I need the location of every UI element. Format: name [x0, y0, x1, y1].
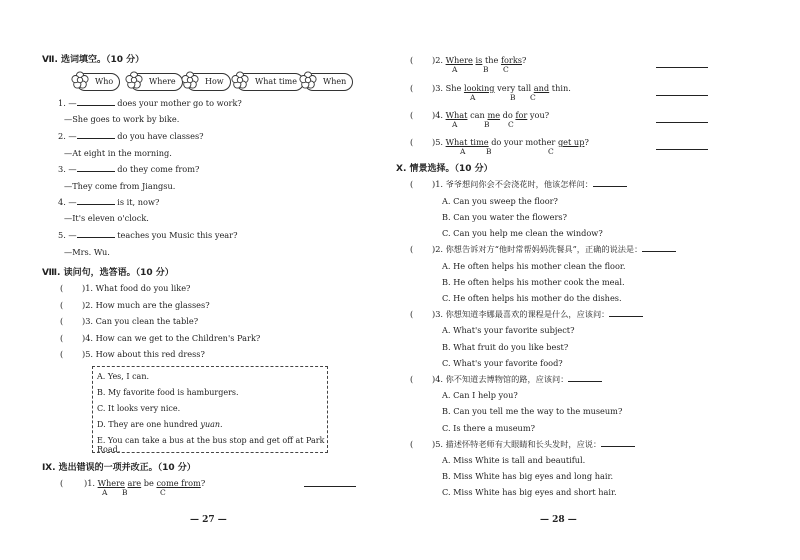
q7-4	[58, 197, 159, 207]
q-num: 5. —	[58, 230, 77, 240]
correction-line[interactable]	[656, 122, 708, 123]
q-text: do your mother	[488, 137, 558, 147]
q-text: )5. How about this red dress?	[82, 349, 205, 359]
q-text: )1.	[84, 478, 98, 488]
answer-blank[interactable]	[593, 179, 627, 187]
label-c: C	[508, 120, 514, 129]
q8-1	[60, 283, 190, 293]
q10-1	[410, 179, 627, 190]
answer-paren[interactable]: (	[410, 439, 414, 449]
flower-icon	[125, 71, 143, 89]
answer-paren[interactable]: (	[410, 374, 414, 384]
label-c: C	[160, 488, 166, 497]
word-box	[304, 73, 353, 91]
q-text: )4. 你不知道去博物馆的路，应该问：	[432, 374, 569, 384]
q-underlined: are	[127, 478, 142, 488]
q9-5	[410, 137, 589, 147]
correction-line[interactable]	[656, 95, 708, 96]
q-underlined: get up	[557, 137, 585, 147]
label-c: C	[548, 147, 554, 156]
q-text: )5.	[432, 137, 446, 147]
label-c: C	[503, 65, 509, 74]
q-text: )3. She	[432, 83, 464, 93]
q-text: teaches you Music this year?	[117, 230, 238, 240]
answer-paren[interactable]: (	[410, 137, 414, 147]
answer-blank[interactable]	[77, 164, 115, 172]
q10-2	[410, 244, 676, 255]
option-b: B. Can you water the flowers?	[442, 212, 567, 222]
q-underlined: me	[487, 110, 501, 120]
word: Who	[95, 77, 114, 86]
option-d	[97, 420, 223, 429]
answer-blank[interactable]	[77, 197, 115, 205]
answer-paren[interactable]: (	[410, 83, 414, 93]
answer-paren[interactable]: (	[410, 110, 414, 120]
option-c: C. It looks very nice.	[97, 404, 181, 413]
word-box	[236, 73, 304, 91]
q7-1	[58, 98, 242, 108]
section-8-title: Ⅷ. 读问句，选答语。（10 分）	[42, 268, 174, 278]
word-box	[76, 73, 120, 91]
q8-3	[60, 316, 198, 326]
answer-paren[interactable]: (	[410, 179, 414, 189]
q-text: can	[467, 110, 488, 120]
q-text: )5. 描述怀特老师有大眼睛和长头发时，应说：	[432, 439, 602, 449]
answer-paren[interactable]: (	[60, 478, 64, 488]
option-text: D. They are one hundred	[97, 420, 201, 429]
flower-icon	[231, 71, 249, 89]
answer-paren[interactable]: (	[60, 333, 64, 343]
q-text: be	[141, 478, 157, 488]
option-c: C. Miss White has big eyes and short hair.	[442, 487, 617, 497]
answer-blank[interactable]	[77, 98, 115, 106]
q-underlined: forks	[500, 55, 523, 65]
q-num: 2. —	[58, 131, 77, 141]
correction-line[interactable]	[656, 149, 708, 150]
q-text: )2. 你想告诉对方“他时常帮妈妈洗餐具”，正确的说法是：	[432, 244, 643, 254]
label-b: B	[122, 488, 128, 497]
q8-5	[60, 349, 205, 359]
q7-3	[58, 164, 199, 174]
word-box	[186, 73, 231, 91]
word: What time	[255, 77, 297, 86]
q-underlined: Where	[97, 478, 125, 488]
q-text: very tall	[494, 83, 534, 93]
q-text: ?	[584, 137, 589, 147]
answer-paren[interactable]: (	[60, 316, 64, 326]
q-underlined: come from	[156, 478, 201, 488]
flower-icon	[71, 71, 89, 89]
answer-paren[interactable]: (	[60, 300, 64, 310]
q-text: do you have classes?	[117, 131, 204, 141]
q-underlined: and	[533, 83, 550, 93]
q-text: )3. 你想知道李娜最喜欢的课程是什么，应该问：	[432, 309, 610, 319]
q9-1	[60, 478, 205, 488]
q-underlined: What	[445, 110, 468, 120]
label-a: A	[470, 93, 476, 102]
section-9-title: Ⅸ. 选出错误的一项并改正。（10 分）	[42, 463, 196, 473]
option-b: B. Can you tell me the way to the museum?	[442, 406, 623, 416]
option-e: E. You can take a bus at the bus stop and get off at Park Road.	[97, 436, 325, 454]
options-box	[92, 366, 328, 453]
q7-2	[58, 131, 204, 141]
q7-1-answer: —She goes to work by bike.	[64, 114, 180, 124]
label-a: A	[460, 147, 466, 156]
option-c: C. What's your favorite food?	[442, 358, 563, 368]
answer-paren[interactable]: (	[60, 349, 64, 359]
q-text: is it, now?	[117, 197, 160, 207]
option-c: C. He often helps his mother do the dishes.	[442, 293, 622, 303]
q8-4	[60, 333, 260, 343]
q-num: 3. —	[58, 164, 77, 174]
option-b: B. He often helps his mother cook the meal.	[442, 277, 625, 287]
q9-2	[410, 55, 526, 65]
q7-3-answer: —They come from Jiangsu.	[64, 181, 176, 191]
option-b: B. My favorite food is hamburgers.	[97, 388, 239, 397]
answer-paren[interactable]: (	[410, 309, 414, 319]
option-end: .	[220, 420, 223, 429]
q-underlined: Where	[445, 55, 473, 65]
option-a: A. Can you sweep the floor?	[442, 196, 558, 206]
q-text: ?	[522, 55, 527, 65]
q-text: )4.	[432, 110, 446, 120]
label-b: B	[510, 93, 516, 102]
word: How	[205, 77, 224, 86]
q-underlined: What time	[445, 137, 489, 147]
option-a: A. Can I help you?	[442, 390, 518, 400]
q-num: 1. —	[58, 98, 77, 108]
answer-blank[interactable]	[568, 374, 602, 382]
flower-icon	[181, 71, 199, 89]
q-underlined: for	[515, 110, 528, 120]
answer-paren[interactable]: (	[410, 55, 414, 65]
word-box	[130, 73, 183, 91]
flower-icon	[299, 71, 317, 89]
q7-5	[58, 230, 237, 240]
option-c: C. Is there a museum?	[442, 423, 535, 433]
q-text: do they come from?	[117, 164, 200, 174]
label-b: B	[483, 65, 489, 74]
q-text: )1. 爷爷想问你会不会浇花时，他该怎样问：	[432, 179, 593, 189]
answer-blank[interactable]	[609, 309, 643, 317]
q-text: )2.	[432, 55, 446, 65]
label-a: A	[452, 65, 458, 74]
answer-paren[interactable]: (	[60, 283, 64, 293]
q-text: thin.	[549, 83, 571, 93]
page-number: — 28 —	[540, 515, 577, 525]
option-b: B. What fruit do you like best?	[442, 342, 569, 352]
section-10-title: Ⅹ. 情景选择。（10 分）	[396, 164, 493, 174]
q9-3	[410, 83, 571, 93]
q10-5	[410, 439, 635, 450]
q10-3	[410, 309, 643, 320]
q-text: ?	[200, 478, 206, 488]
page-number: — 27 —	[190, 515, 227, 525]
q7-5-answer: —Mrs. Wu.	[64, 247, 110, 257]
answer-blank[interactable]	[642, 244, 676, 252]
label-a: A	[102, 488, 108, 497]
q-text: )2. How much are the glasses?	[82, 300, 210, 310]
q-text: )4. How can we get to the Children's Park?	[82, 333, 261, 343]
word: When	[323, 77, 347, 86]
answer-blank[interactable]	[77, 230, 115, 238]
option-italic: yuan	[200, 420, 221, 429]
q7-2-answer: —At eight in the morning.	[64, 148, 172, 158]
q10-4	[410, 374, 602, 385]
option-a: A. What's your favorite subject?	[442, 325, 575, 335]
option-a: A. Yes, I can.	[97, 372, 150, 381]
q-underlined: is	[475, 55, 483, 65]
answer-blank[interactable]	[601, 439, 635, 447]
option-b: B. Miss White has big eyes and long hair.	[442, 471, 614, 481]
q-text: )1. What food do you like?	[82, 283, 191, 293]
option-a: A. He often helps his mother clean the floor.	[442, 261, 626, 271]
q-text: do	[500, 110, 516, 120]
q-text: does your mother go to work?	[117, 98, 242, 108]
word-bank	[68, 69, 358, 95]
q-underlined: looking	[463, 83, 495, 93]
correction-line[interactable]	[304, 486, 356, 487]
q-text: )3. Can you clean the table?	[82, 316, 199, 326]
word: Where	[149, 77, 176, 86]
q7-4-answer: —It's eleven o'clock.	[64, 213, 149, 223]
label-b: B	[486, 147, 492, 156]
q-text: the	[482, 55, 501, 65]
label-a: A	[452, 120, 458, 129]
q9-4	[410, 110, 549, 120]
q-text: you?	[527, 110, 550, 120]
label-c: C	[530, 93, 536, 102]
option-a: A. Miss White is tall and beautiful.	[442, 455, 586, 465]
option-c: C. Can you help me clean the window?	[442, 228, 603, 238]
answer-paren[interactable]: (	[410, 244, 414, 254]
q-num: 4. —	[58, 197, 77, 207]
answer-blank[interactable]	[77, 131, 115, 139]
section-7-title: Ⅶ. 选词填空。（10 分）	[42, 55, 145, 65]
correction-line[interactable]	[656, 67, 708, 68]
q8-2	[60, 300, 210, 310]
label-b: B	[484, 120, 490, 129]
